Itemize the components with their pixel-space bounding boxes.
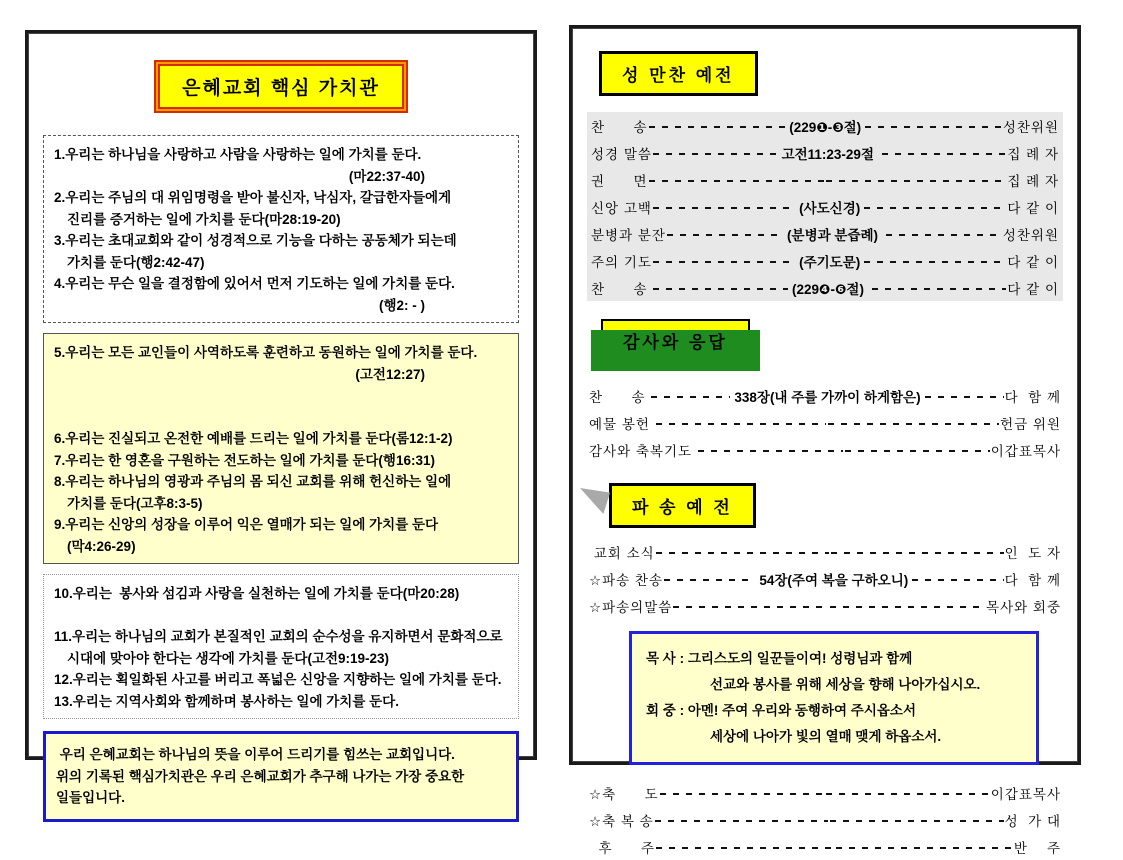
dash-leader xyxy=(912,579,1003,581)
liturgy-line-person: 이갑표목사 xyxy=(990,443,1062,459)
value-item-line: 7.우리는 한 영혼을 구원하는 전도하는 일에 가치를 둔다(행16:31) xyxy=(54,452,435,468)
dash-leader xyxy=(864,207,1006,209)
liturgy-line-person: 헌금 위원 xyxy=(1000,416,1061,432)
value-item-line: 가치를 둔다(고후8:3-5) xyxy=(67,495,203,511)
dash-leader xyxy=(865,126,1002,128)
liturgy-line-person: 반 주 xyxy=(1013,840,1061,856)
liturgy-line-detail: (229❹-❻절) xyxy=(792,281,868,297)
value-item-line: 1.우리는 하나님을 사랑하고 사람을 사랑하는 일에 가치를 둔다. xyxy=(54,147,422,162)
liturgy-line-person: 집 례 자 xyxy=(1002,173,1060,189)
page-core-values xyxy=(25,30,537,805)
thanks-order-list xyxy=(585,382,1065,463)
value-item-line: (고전12:27) xyxy=(355,366,425,382)
value-item-line: 3.우리는 초대교회와 같이 성경적으로 기능을 다하는 공동체가 되는데 xyxy=(54,233,457,248)
dash-leader xyxy=(826,180,1002,182)
liturgy-line xyxy=(589,565,1061,592)
liturgy-line-detail: 54장(주여 복을 구하오니) xyxy=(759,572,909,588)
dash-leader xyxy=(872,288,1007,290)
dash-leader xyxy=(828,423,999,425)
benediction-list xyxy=(585,779,1065,860)
responsive-reading-line: 선교와 봉사를 위해 세상을 향해 나아가십시오. xyxy=(710,677,981,692)
page-core-values-inner xyxy=(28,33,534,805)
liturgy-line-label: ☆축 도 xyxy=(589,786,659,802)
liturgy-line-person: 다 같 이 xyxy=(1007,200,1060,216)
liturgy-line-label: 신앙 고백 xyxy=(591,200,652,216)
liturgy-line xyxy=(591,274,1059,301)
value-item-line: 9.우리는 신앙의 성장을 이루어 익은 열매가 되는 일에 가치를 둔다 xyxy=(54,517,439,532)
dash-leader xyxy=(882,153,1007,155)
liturgy-line-person: 목사와 회중 xyxy=(986,599,1061,615)
sending-section-title: 파 송 예 전 xyxy=(609,483,756,528)
core-values-title: 은혜교회 핵심 가치관 xyxy=(154,60,408,113)
liturgy-line xyxy=(589,779,1061,806)
liturgy-line-label: 권 면 xyxy=(591,173,648,189)
liturgy-line xyxy=(591,193,1059,220)
liturgy-line xyxy=(589,409,1061,436)
value-item-line: 6.우리는 진실되고 온전한 예배를 드리는 일에 가치를 둔다(롬12:1-2) xyxy=(54,431,453,446)
liturgy-line-label: ☆파송 찬송 xyxy=(589,572,664,588)
value-item-line: (행2: - ) xyxy=(378,297,425,313)
liturgy-line-label: 찬 송 xyxy=(589,389,651,405)
liturgy-line-person: 이갑표목사 xyxy=(990,786,1062,802)
dash-leader xyxy=(830,606,985,608)
liturgy-line-detail: (분병과 분즙례) xyxy=(787,227,882,243)
liturgy-line-label: 주의 기도 xyxy=(591,254,652,270)
communion-section-title: 성 만찬 예전 xyxy=(599,51,758,96)
liturgy-line-person: 다 함 께 xyxy=(1004,572,1061,588)
liturgy-line xyxy=(589,833,1061,860)
liturgy-line xyxy=(589,806,1061,833)
liturgy-line xyxy=(591,247,1059,274)
liturgy-line xyxy=(589,538,1061,565)
value-item-line: 2.우리는 주님의 대 위임명령을 받아 불신자, 낙심자, 갈급한자들에게 xyxy=(54,190,452,205)
liturgy-line-detail: 338장(내 주를 가까이 하게함은) xyxy=(734,389,921,405)
liturgy-line xyxy=(591,112,1059,139)
dash-leader xyxy=(656,552,829,554)
responsive-reading-line: 세상에 나아가 빛의 열매 맺게 하옵소서. xyxy=(710,729,942,744)
liturgy-line-person: 성찬위원 xyxy=(1002,119,1059,135)
thanks-section-title: 감사와 응답 xyxy=(601,319,750,362)
liturgy-line-person: 성 가 대 xyxy=(1004,813,1061,829)
dash-leader xyxy=(826,793,990,795)
dash-leader xyxy=(656,847,833,849)
closing-statement-box xyxy=(43,731,519,822)
dash-leader xyxy=(886,234,1002,236)
liturgy-line-label: 교회 소식 xyxy=(589,545,655,561)
dash-leader xyxy=(649,180,825,182)
closing-statement-line: 위의 기록된 핵심가치관은 우리 은혜교회가 추구해 나가는 가장 중요한 xyxy=(56,768,465,784)
liturgy-line-label: ☆파송의말씀 xyxy=(589,599,673,615)
sending-order-list xyxy=(585,538,1065,619)
liturgy-line-detail: (사도신경) xyxy=(799,200,861,216)
liturgy-line-label: 분병과 분잔 xyxy=(591,227,666,243)
liturgy-line-person: 다 같 이 xyxy=(1007,254,1060,270)
liturgy-line-detail: 고전11:23-29절 xyxy=(781,146,878,162)
liturgy-line-label: 후 주 xyxy=(589,840,656,856)
page-liturgy-inner xyxy=(572,28,1078,856)
dash-leader xyxy=(836,847,1013,849)
values-box-5-9 xyxy=(43,333,519,564)
dash-leader xyxy=(673,606,828,608)
liturgy-line-label: 감사와 축복기도 xyxy=(589,443,697,459)
dash-leader xyxy=(656,423,827,425)
value-item-line: 13.우리는 지역사회와 함께하며 봉사하는 일에 가치를 둔다. xyxy=(54,693,399,709)
value-item-line xyxy=(54,605,510,627)
value-item-line: 진리를 증거하는 일에 가치를 둔다(마28:19-20) xyxy=(67,211,341,227)
dash-leader xyxy=(831,552,1004,554)
value-item-line: 11.우리는 하나님의 교회가 본질적인 교회의 순수성을 유지하면서 문화적으로 xyxy=(54,629,503,644)
liturgy-line-label: 성경 말씀 xyxy=(591,146,652,162)
dash-leader xyxy=(864,261,1006,263)
value-item-line: 12.우리는 획일화된 사고를 버리고 폭넓은 신앙을 지향하는 일에 가치를 둔다. xyxy=(54,672,502,687)
value-item-line: (막4:26-29) xyxy=(67,538,136,554)
value-item-line: (마22:37-40) xyxy=(348,168,425,184)
value-item-line: 10.우리는 봉사와 섬김과 사랑을 실천하는 일에 가치를 둔다(마20:28) xyxy=(54,586,460,601)
dash-leader xyxy=(845,450,990,452)
liturgy-line xyxy=(591,220,1059,247)
liturgy-line xyxy=(591,166,1059,193)
values-box-10-13 xyxy=(43,574,519,719)
value-item-line: 4.우리는 무슨 일을 결정함에 있어서 먼저 기도하는 일에 가치를 둔다. xyxy=(54,276,455,291)
value-item-line xyxy=(54,385,510,407)
liturgy-line-label: 찬 송 xyxy=(591,281,653,297)
liturgy-line-label: ☆축 복 송 xyxy=(589,813,654,829)
liturgy-line-detail: (주기도문) xyxy=(799,254,861,270)
liturgy-line-person: 성찬위원 xyxy=(1002,227,1060,243)
closing-statement-line: 일들입니다. xyxy=(56,790,125,805)
liturgy-line xyxy=(589,592,1061,619)
closing-statement-line: 우리 은혜교회는 하나님의 뜻을 이루어 드리기를 힘쓰는 교회입니다. xyxy=(56,747,455,762)
liturgy-line-label: 예물 봉헌 xyxy=(589,416,655,432)
liturgy-line-person: 인 도 자 xyxy=(1004,545,1061,561)
liturgy-line-detail: (229❶-❸절) xyxy=(789,119,862,135)
value-item-line: 5.우리는 모든 교인들이 사역하도록 훈련하고 동원하는 일에 가치를 둔다. xyxy=(54,345,478,360)
dash-leader xyxy=(653,153,778,155)
value-item-line xyxy=(54,407,510,429)
dash-leader xyxy=(651,396,730,398)
value-item-line: 가치를 둔다(행2:42-47) xyxy=(67,254,205,270)
liturgy-line-person: 집 례 자 xyxy=(1007,146,1059,162)
dash-leader xyxy=(667,234,783,236)
dash-leader xyxy=(653,288,788,290)
dash-leader xyxy=(649,126,786,128)
responsive-reading-line: 목 사 : 그리스도의 일꾼들이여! 성령님과 함께 xyxy=(646,651,913,666)
values-box-1-4 xyxy=(43,135,519,323)
responsive-reading-line: 회 중 : 아멘! 주여 우리와 동행하여 주시옵소서 xyxy=(646,703,916,718)
value-item-line: 시대에 맞아야 한다는 생각에 가치를 둔다(고전9:19-23) xyxy=(67,650,390,666)
liturgy-line xyxy=(589,382,1061,409)
value-item-line: 8.우리는 하나님의 영광과 주님의 몸 되신 교회를 위해 헌신하는 일에 xyxy=(54,474,452,489)
dash-leader xyxy=(925,396,1004,398)
dash-leader xyxy=(653,261,795,263)
dash-leader xyxy=(698,450,843,452)
liturgy-line-person: 다 함 께 xyxy=(1004,389,1062,405)
liturgy-line-person: 다 같 이 xyxy=(1007,281,1060,297)
page-liturgy xyxy=(569,25,1081,856)
dash-leader xyxy=(830,820,1003,822)
dash-leader xyxy=(664,579,755,581)
liturgy-line-label: 찬 송 xyxy=(591,119,648,135)
communion-order-box xyxy=(587,112,1063,301)
dash-leader xyxy=(660,793,824,795)
liturgy-line xyxy=(589,436,1061,463)
responsive-reading-box xyxy=(629,631,1039,765)
liturgy-line xyxy=(591,139,1059,166)
dash-leader xyxy=(653,207,795,209)
dash-leader xyxy=(655,820,828,822)
